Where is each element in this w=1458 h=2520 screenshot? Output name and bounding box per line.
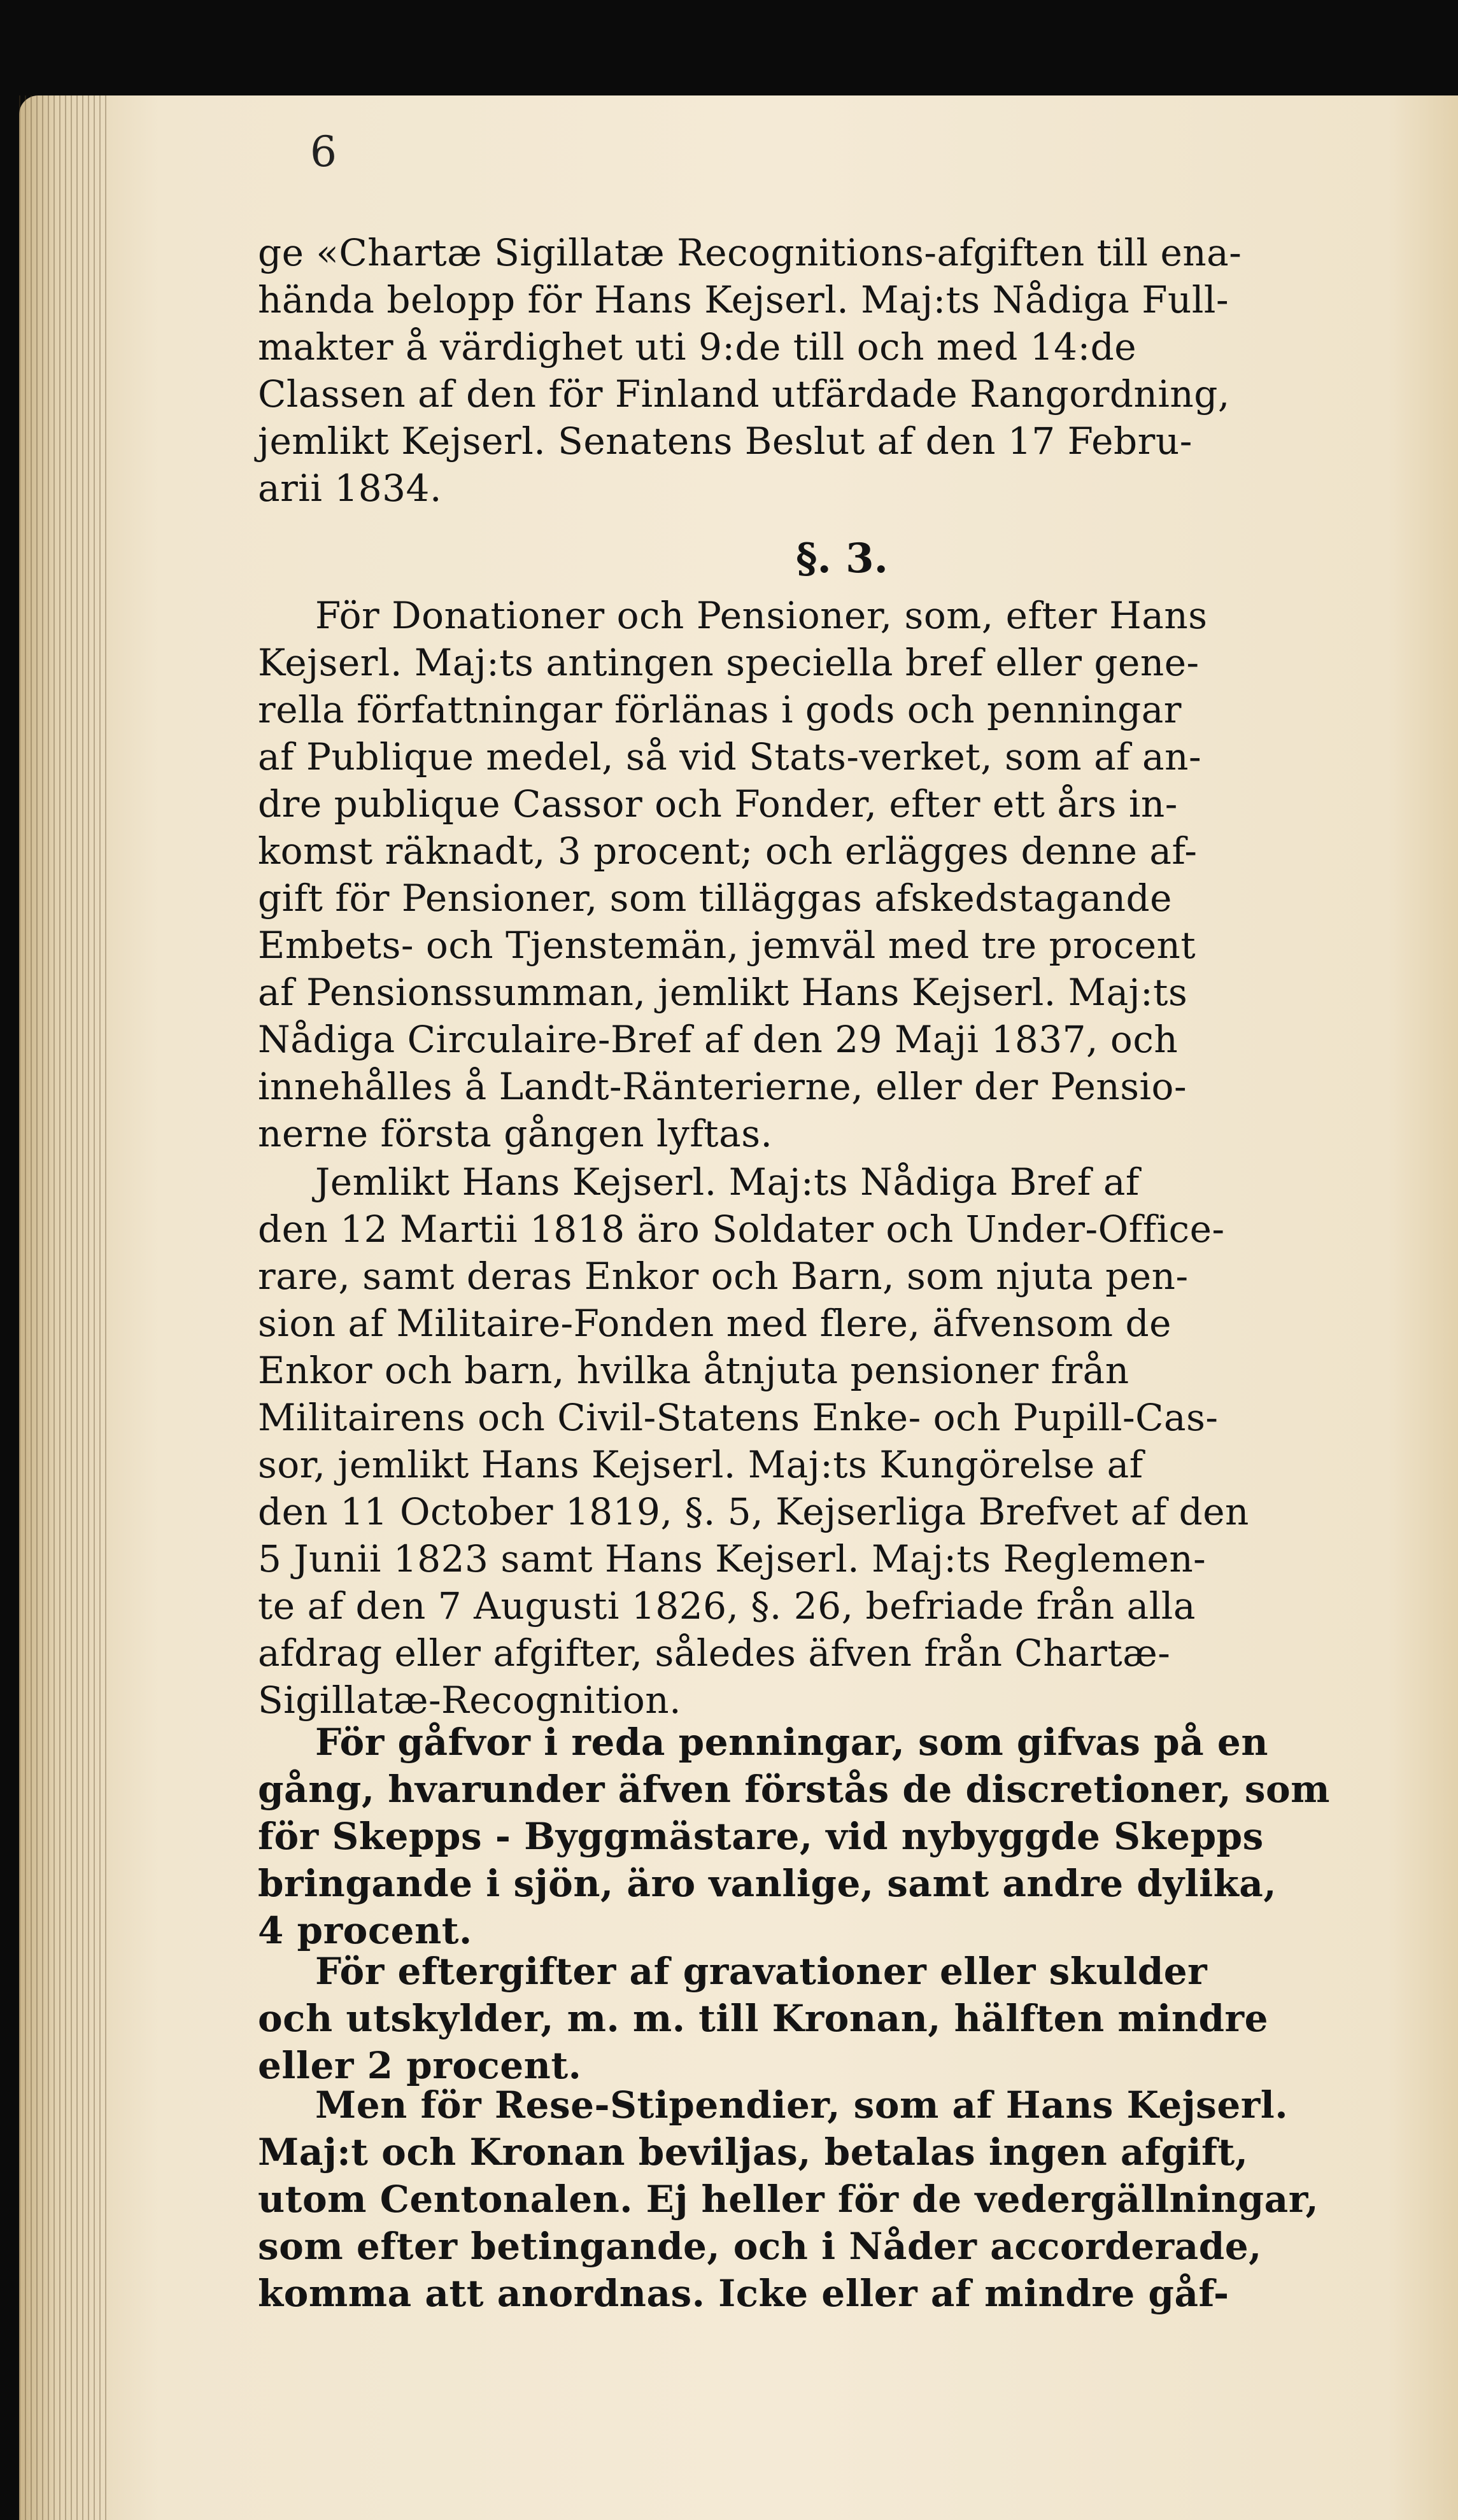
text-line: komst räknadt, 3 procent; och erlägges denne af- [258,829,1198,873]
section-heading: §. 3. [796,535,888,582]
paragraph-6 [258,2081,1426,2317]
text-line: För Donationer och Pensioner, som, efter Hans [315,594,1208,637]
text-line: Jemlikt Hans Kejserl. Maj:ts Nådiga Bref af [315,1160,1140,1204]
text-line: Kejserl. Maj:ts antingen speciella bref eller gene- [258,641,1200,684]
text-line: Men för Rese-Stipendier, som af Hans Kejserl. [315,2083,1289,2127]
text-line: komma att anordnas. Icke eller af mindre gåf- [258,2272,1229,2315]
text-line: för Skepps - Byggmästare, vid nybyggde Skepps [258,1815,1264,1858]
text-line: eller 2 procent. [258,2044,582,2087]
text-line: arii 1834. [258,467,442,510]
text-line: För gåfvor i reda penningar, som gifvas på en [315,1721,1268,1764]
page-number: 6 [310,127,337,176]
text-line: den 12 Martii 1818 äro Soldater och Under-Office- [258,1207,1225,1251]
text-line: af Pensionssumman, jemlikt Hans Kejserl. Maj:ts [258,971,1188,1014]
paragraph-4 [258,1719,1426,1954]
text-line: För eftergifter af gravationer eller skulder [315,1950,1208,1993]
text-line: den 11 October 1819, §. 5, Kejserliga Brefvet af den [258,1490,1249,1533]
text-line: 4 procent. [258,1909,472,1952]
text-line: Militairens och Civil-Statens Enke- och Pupill-Cas- [258,1396,1219,1439]
page-stack-edges [19,95,108,2520]
text-line: dre publique Cassor och Fonder, efter ett års in- [258,782,1178,826]
text-line: Maj:t och Kronan beviljas, betalas ingen afgift, [258,2130,1249,2174]
text-line: makter å värdighet uti 9:de till och med 14:de [258,325,1137,369]
text-line: och utskylder, m. m. till Kronan, hälften mindre [258,1997,1268,2040]
text-line: Nådiga Circulaire-Bref af den 29 Maji 1837, och [258,1018,1178,1061]
text-line: 5 Junii 1823 samt Hans Kejserl. Maj:ts Reglemen- [258,1537,1207,1580]
text-line: sor, jemlikt Hans Kejserl. Maj:ts Kungörelse af [258,1443,1143,1486]
text-line: rare, samt deras Enkor och Barn, som njuta pen- [258,1255,1189,1298]
text-line: Embets- och Tjenstemän, jemväl med tre procent [258,924,1196,967]
text-line: jemlikt Kejserl. Senatens Beslut af den 17 Febru- [258,419,1193,463]
text-line: af Publique medel, så vid Stats-verket, som af an- [258,735,1202,778]
text-line: te af den 7 Augusti 1826, §. 26, befriade från alla [258,1584,1196,1628]
text-line: hända belopp för Hans Kejserl. Maj:ts Nådiga Full- [258,278,1229,321]
text-line: bringande i sjön, äro vanlige, samt andre dylika, [258,1862,1277,1905]
text-line: gift för Pensioner, som tilläggas afskedstagande [258,876,1172,920]
text-line: Sigillatæ-Recognition. [258,1679,682,1722]
text-line: som efter betingande, och i Nåder accorderade, [258,2225,1262,2268]
paragraph-5 [258,1948,1426,2089]
paragraph-1 [258,229,1426,512]
text-line: rella författningar förlänas i gods och penningar [258,688,1182,731]
text-line: Classen af den för Finland utfärdade Rangordning, [258,372,1230,416]
text-line: innehålles å Landt-Ränterierne, eller der Pensio- [258,1065,1187,1108]
paragraph-3 [258,1158,1426,1724]
text-line: afdrag eller afgifter, således äfven från Chartæ- [258,1631,1171,1675]
text-line: Enkor och barn, hvilka åtnjuta pensioner från [258,1349,1129,1392]
paragraph-2 [258,592,1426,1157]
text-line: nerne första gången lyftas. [258,1112,773,1155]
text-line: ge «Chartæ Sigillatæ Recognitions-afgiften till ena- [258,231,1242,274]
text-line: sion af Militaire-Fonden med flere, äfvensom de [258,1302,1171,1345]
text-line: gång, hvarunder äfven förstås de discretioner, som [258,1768,1331,1811]
text-line: utom Centonalen. Ej heller för de vedergällningar, [258,2178,1319,2221]
